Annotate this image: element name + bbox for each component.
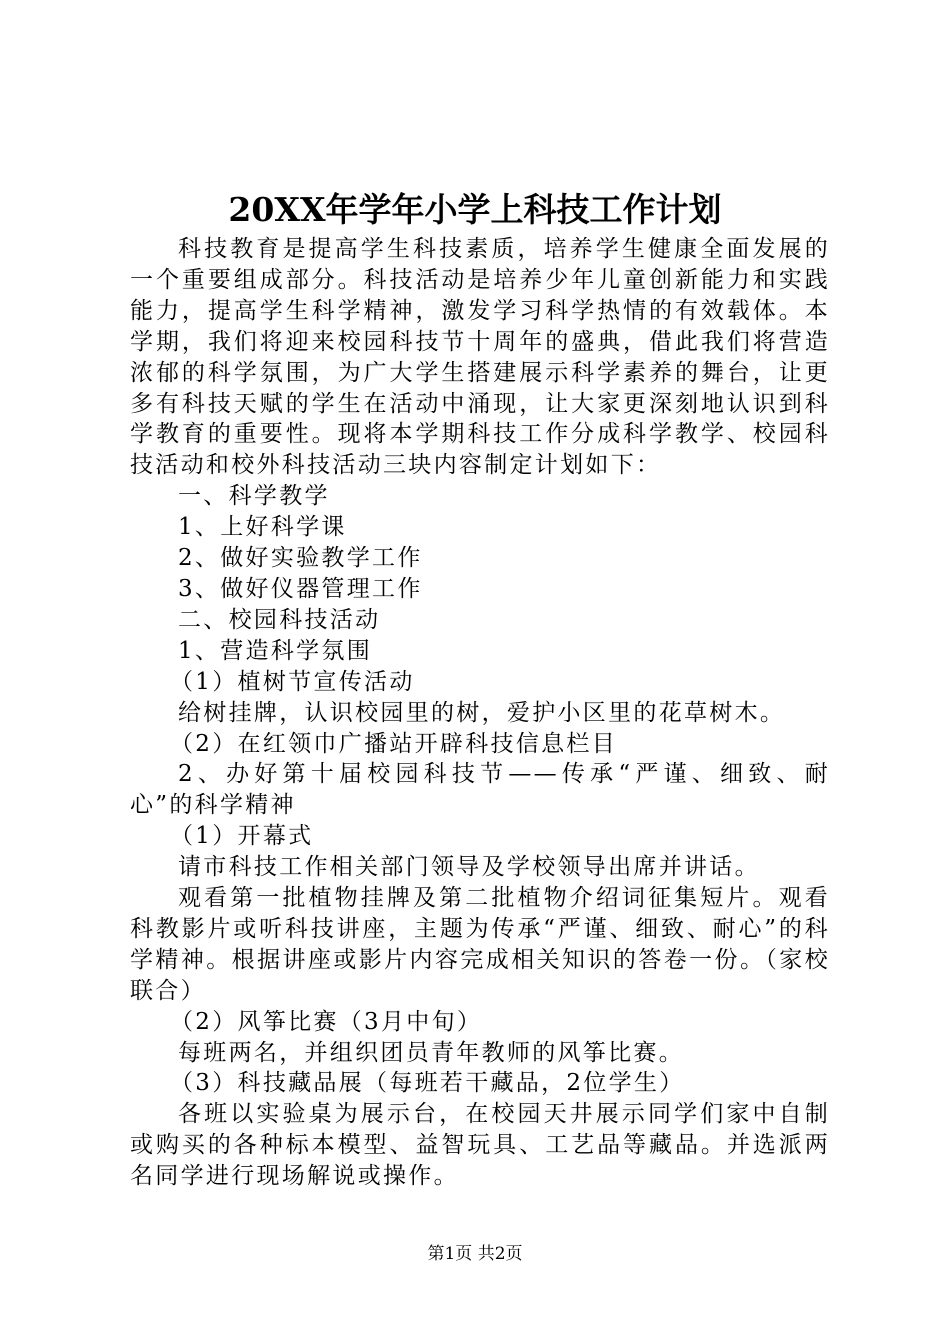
list-item: 1、上好科学课	[178, 514, 347, 541]
body-paragraph: 每班两名，并组织团员青年教师的风筝比赛。	[178, 1039, 684, 1066]
sub-item: （2）风筝比赛（3月中旬）	[170, 1008, 483, 1035]
body-paragraph: 请市科技工作相关部门领导及学校领导出席并讲话。	[178, 854, 760, 881]
sub-item: （1）开幕式	[170, 823, 314, 850]
document-title: 20XX年学年小学上科技工作计划	[228, 190, 722, 229]
list-item: 2、办好第十届校园科技节——传承“严谨、细致、耐心”的科学精神	[130, 761, 830, 819]
body-paragraph: 观看第一批植物挂牌及第二批植物介绍词征集短片。观看科教影片或听科技讲座，主题为传承“严谨、细致、耐心”的科学精神。根据讲座或影片内容完成相关知识的答卷一份。（家校联合）	[130, 885, 830, 1004]
document-body	[130, 234, 830, 1192]
sub-item: （3）科技藏品展（每班若干藏品，2位学生）	[170, 1070, 685, 1097]
sub-item: （2）在红领巾广播站开辟科技信息栏目	[170, 730, 618, 757]
body-paragraph: 各班以实验桌为展示台，在校园天井展示同学们家中自制或购买的各种标本模型、益智玩具、工艺品等藏品。并选派两名同学进行现场解说或操作。	[130, 1101, 830, 1190]
intro-paragraph: 科技教育是提高学生科技素质，培养学生健康全面发展的一个重要组成部分。科技活动是培养少年儿童创新能力和实践能力，提高学生科学精神，激发学习科学热情的有效载体。本学期，我们将迎来校园科技节十周年的盛典，借此我们将营造浓郁的科学氛围，为广大学生搭建展示科学素养的舞台，让更多有科技天赋的学生在活动中涌现，让大家更深刻地认识到科学教育的重要性。现将本学期科技工作分成科学教学、校园科技活动和校外科技活动三块内容制定计划如下：	[130, 236, 830, 479]
section-heading-science-teaching: 一、科学教学	[178, 483, 330, 510]
page-number-footer: 第1页 共2页	[427, 1244, 523, 1264]
list-item: 1、营造科学氛围	[178, 637, 373, 664]
body-paragraph: 给树挂牌，认识校园里的树，爱护小区里的花草树木。	[178, 699, 786, 726]
list-item: 3、做好仪器管理工作	[178, 575, 423, 602]
list-item: 2、做好实验教学工作	[178, 545, 423, 572]
sub-item: （1）植树节宣传活动	[170, 668, 415, 695]
section-heading-campus-activities: 二、校园科技活动	[178, 606, 381, 633]
